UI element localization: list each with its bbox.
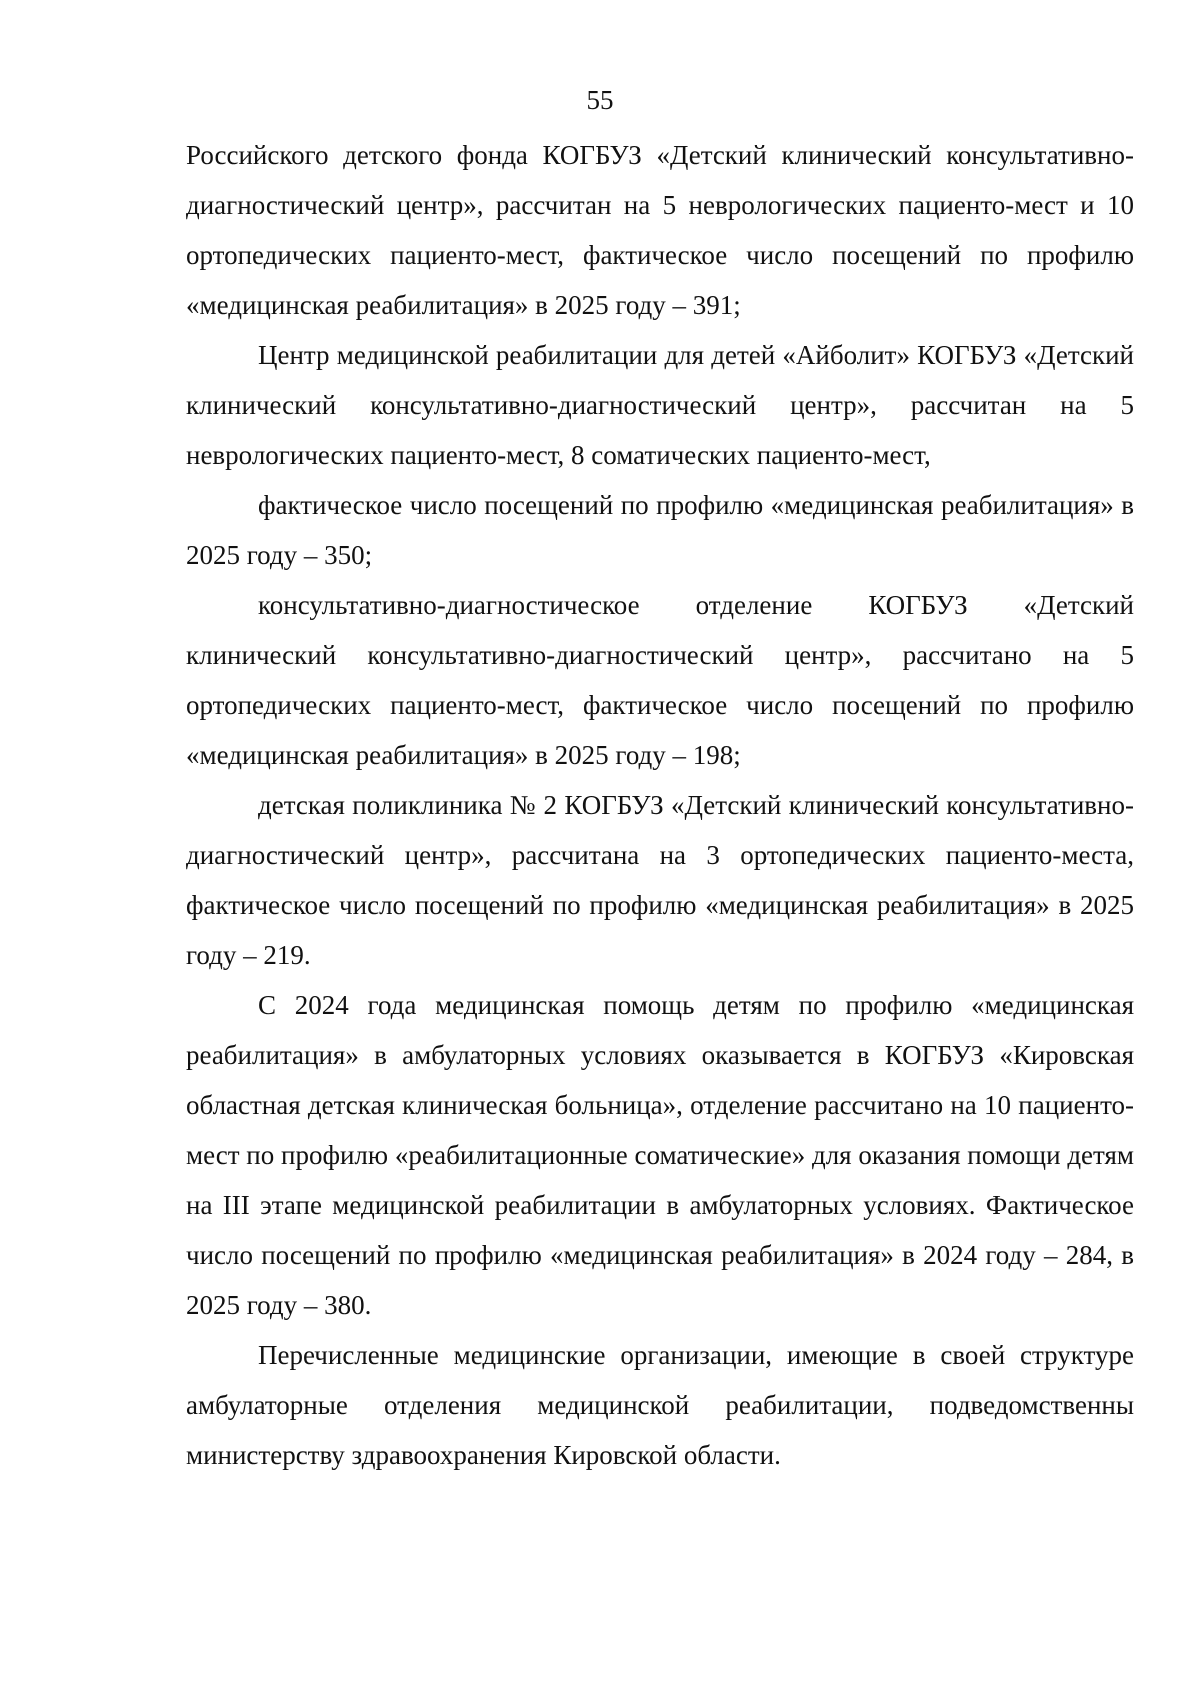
paragraph-5: детская поликлиника № 2 КОГБУЗ «Детский клинический консультативно-диагностический центр», рассчитана на 3 ортопедических пациенто-места, фактическое число посещений по профилю «медицинская реабилитация» в 2025 году – 219. <box>186 790 1134 970</box>
paragraph-4: консультативно-диагностическое отделение КОГБУЗ «Детский клинический консультативно-диагностический центр», рассчитано на 5 ортопедических пациенто-мест, фактическое число посещений по профилю «медицинская реабилитация» в 2025 году – 198; <box>186 590 1134 770</box>
paragraph-7: Перечисленные медицинские организации, имеющие в своей структуре амбулаторные отделения медицинской реабилитации, подведомственны министерству здравоохранения Кировской области. <box>186 1340 1134 1470</box>
document-body <box>186 130 1134 1480</box>
paragraph-2: Центр медицинской реабилитации для детей «Айболит» КОГБУЗ «Детский клинический консультативно-диагностический центр», рассчитан на 5 неврологических пациенто-мест, 8 соматических пациенто-мест, <box>186 340 1134 470</box>
paragraph-3: фактическое число посещений по профилю «медицинская реабилитация» в 2025 году – 350; <box>186 490 1134 570</box>
page-number: 55 <box>586 85 614 115</box>
paragraph-6: С 2024 года медицинская помощь детям по профилю «медицинская реабилитация» в амбулаторных условиях оказывается в КОГБУЗ «Кировская областная детская клиническая больница», отделение рассчитано на 10 пациенто-мест по профилю «реабилитационные соматические» для оказания помощи детям на III этапе медицинской реабилитации в амбулаторных условиях. Фактическое число посещений по профилю «медицинская реабилитация» в 2024 году – 284, в 2025 году – 380. <box>186 990 1134 1320</box>
paragraph-1: Российского детского фонда КОГБУЗ «Детский клинический консультативно-диагностический центр», рассчитан на 5 неврологических пациенто-мест и 10 ортопедических пациенто-мест, фактическое число посещений по профилю «медицинская реабилитация» в 2025 году – 391; <box>186 140 1134 320</box>
